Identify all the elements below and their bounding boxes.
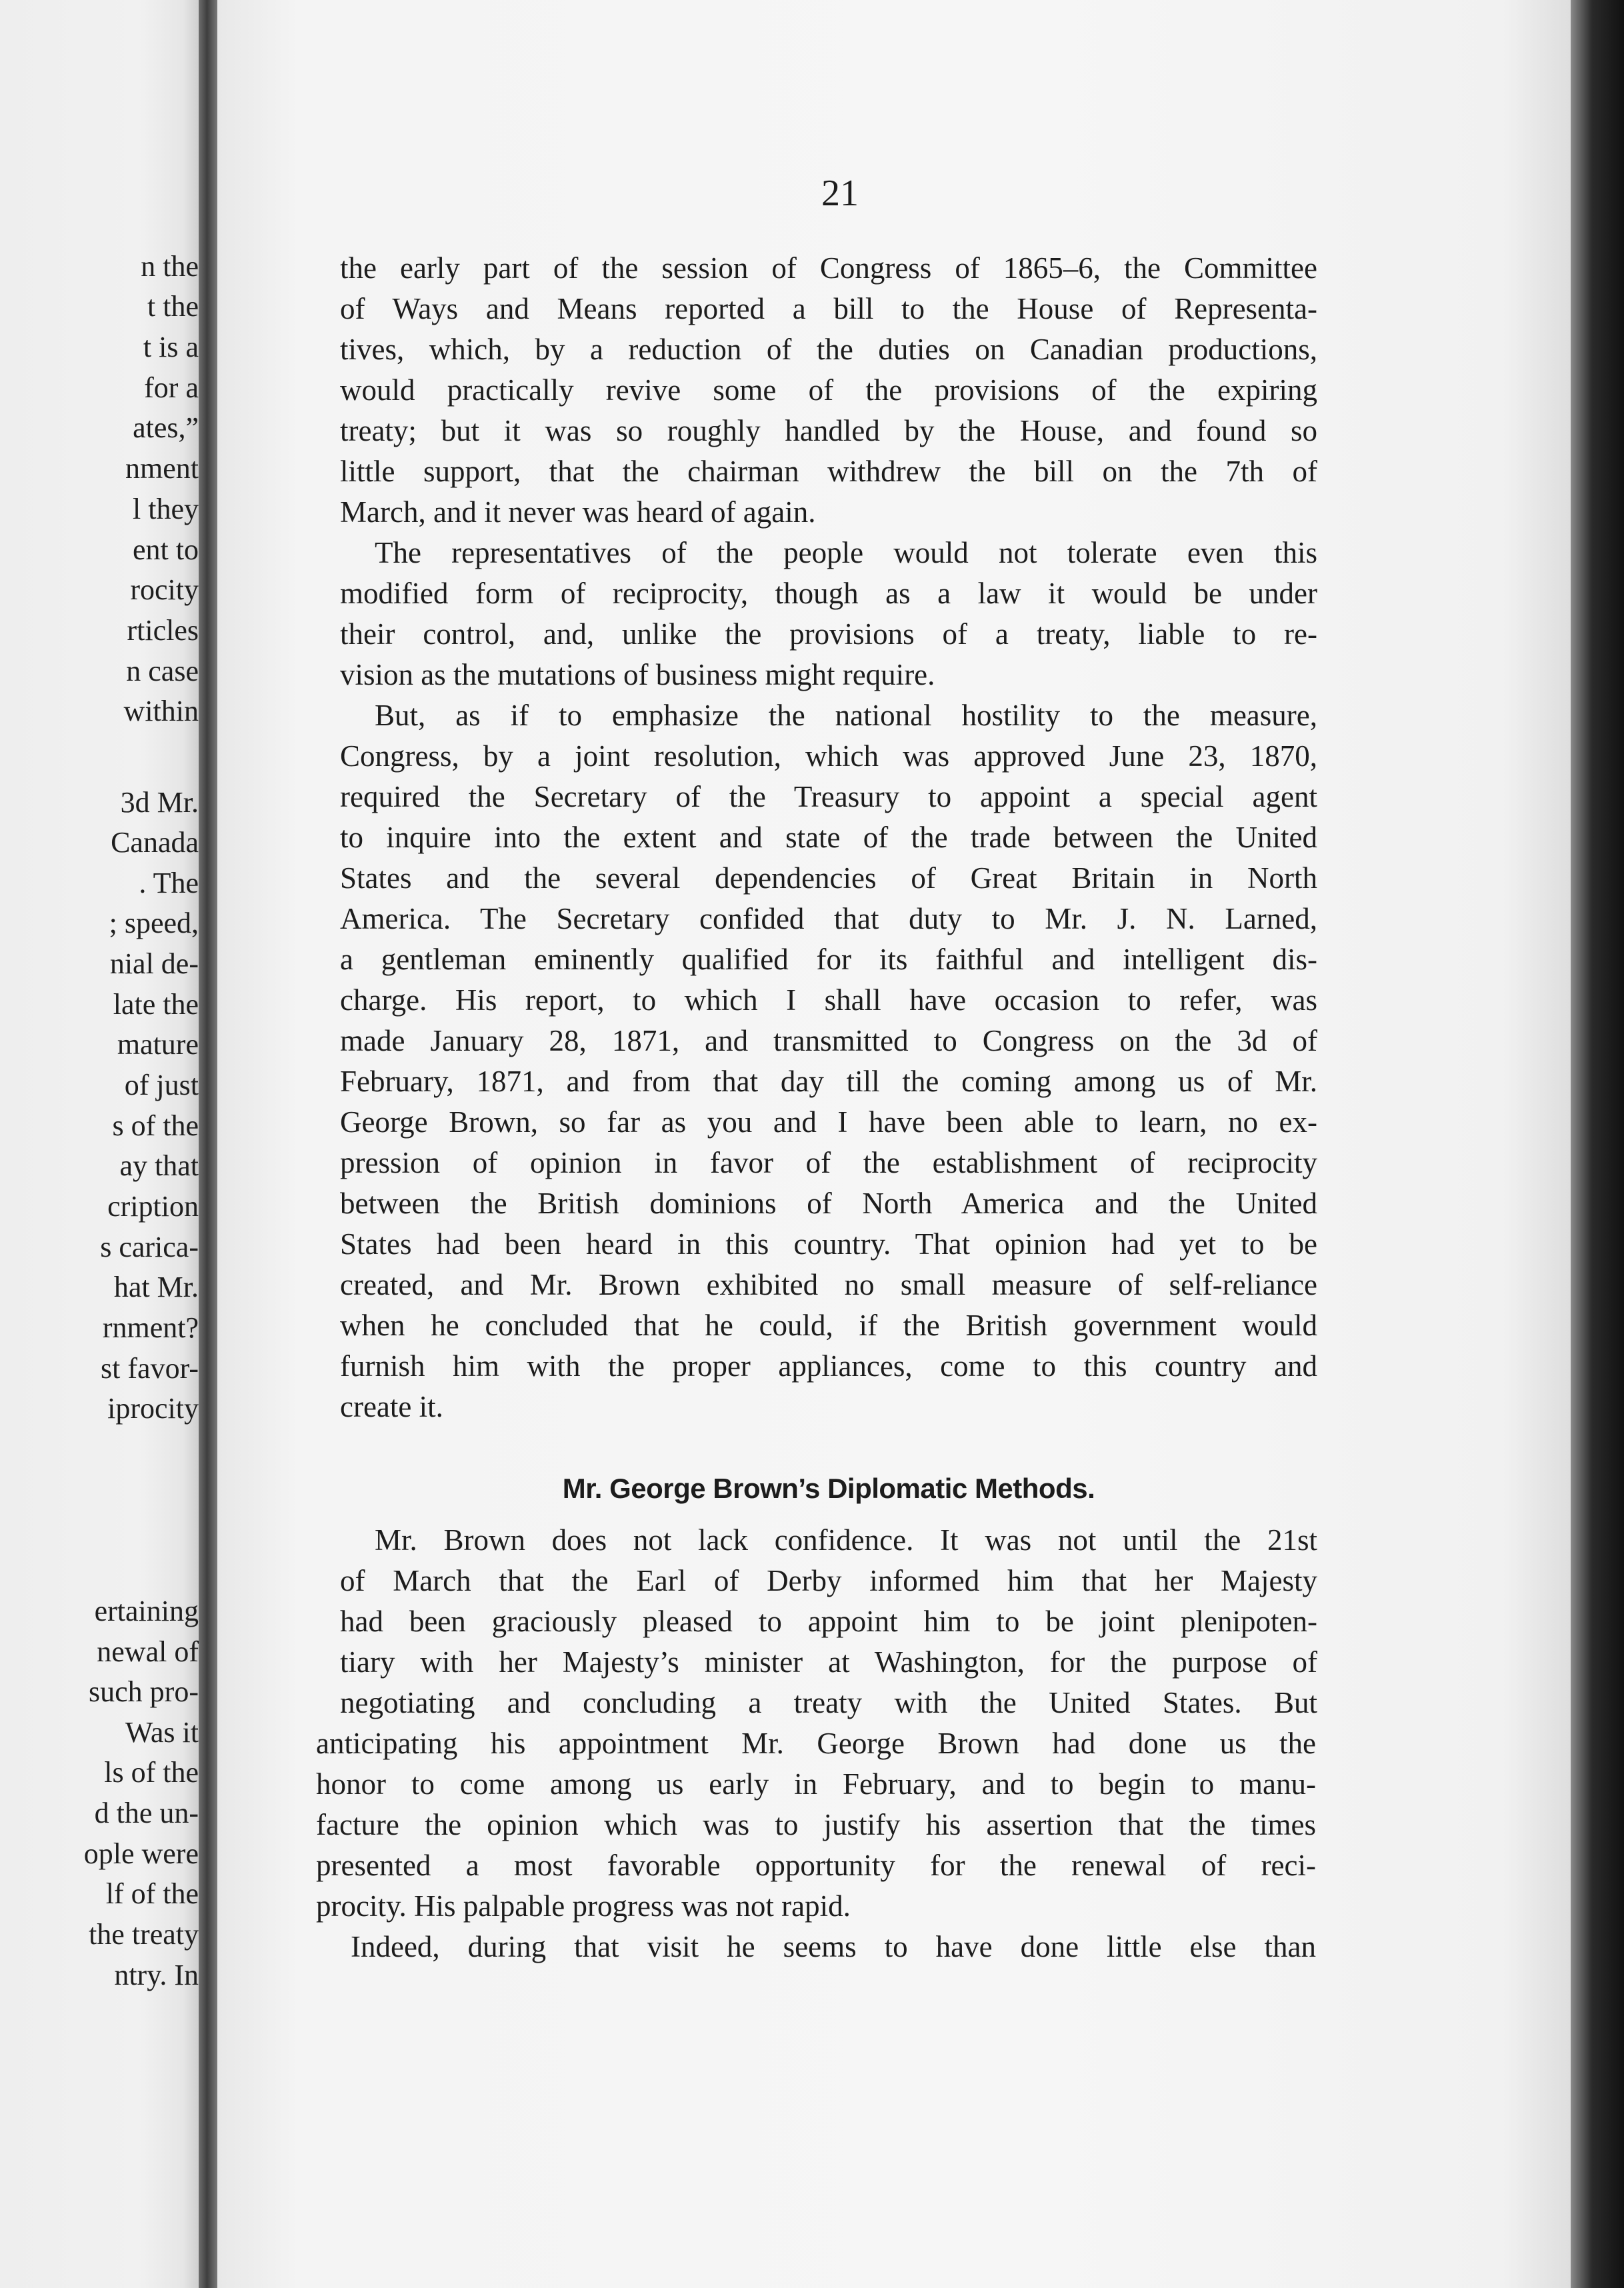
- left-fragment-line: Canada: [111, 826, 199, 859]
- text-line: would practically revive some of the provisions of the expiring: [340, 373, 1317, 407]
- left-fragment-line: t the: [147, 290, 199, 323]
- text-line: charge. His report, to which I shall have occasion to refer, was: [340, 983, 1317, 1017]
- left-fragment-line: ates,”: [133, 411, 199, 444]
- text-line: of Ways and Means reported a bill to the House of Representa-: [340, 292, 1317, 325]
- text-line: March, and it never was heard of again.: [340, 495, 816, 529]
- text-line: anticipating his appointment Mr. George Brown had done us the: [316, 1727, 1316, 1760]
- text-line: February, 1871, and from that day till the coming among us of Mr.: [340, 1065, 1317, 1098]
- left-fragment-line: mature: [117, 1028, 199, 1061]
- left-fragment-line: nial de-: [109, 947, 199, 980]
- text-line: Congress, by a joint resolution, which was approved June 23, 1870,: [340, 739, 1317, 773]
- text-line: States and the several dependencies of Great Britain in North: [340, 861, 1317, 895]
- left-fragment-line: t is a: [143, 331, 199, 363]
- text-line: their control, and, unlike the provisions of a treaty, liable to re-: [340, 617, 1317, 651]
- left-fragment-line: such pro-: [89, 1675, 199, 1708]
- text-line: required the Secretary of the Treasury to appoint a special agent: [340, 780, 1317, 813]
- left-fragment-line: rocity: [130, 573, 199, 606]
- text-line: between the British dominions of North America and the United: [340, 1187, 1317, 1220]
- left-fragment-line: 3d Mr.: [120, 786, 199, 819]
- left-fragment-line: st favor-: [101, 1352, 199, 1385]
- left-fragment-line: late the: [113, 988, 199, 1021]
- left-fragment-line: . The: [139, 867, 199, 899]
- left-fragment-line: within: [123, 695, 199, 727]
- text-line: But, as if to emphasize the national hostility to the measure,: [375, 699, 1317, 732]
- left-facing-page: [0, 0, 199, 2288]
- text-line: had been graciously pleased to appoint him to be joint plenipoten-: [340, 1605, 1317, 1638]
- left-fragment-line: s carica-: [100, 1231, 199, 1263]
- text-line: to inquire into the extent and state of the trade between the United: [340, 821, 1317, 854]
- left-fragment-line: ople were: [83, 1837, 199, 1870]
- left-fragment-line: ay that: [119, 1149, 199, 1182]
- text-line: Mr. Brown does not lack confidence. It was not until the 21st: [375, 1523, 1317, 1557]
- text-line: honor to come among us early in February, and to begin to manu-: [316, 1767, 1316, 1801]
- text-line: treaty; but it was so roughly handled by the House, and found so: [340, 414, 1317, 447]
- left-fragment-line: newal of: [97, 1635, 199, 1668]
- text-line: created, and Mr. Brown exhibited no small measure of self-reliance: [340, 1268, 1317, 1301]
- left-fragment-line: nment: [125, 452, 199, 485]
- text-line: pression of opinion in favor of the establishment of reciprocity: [340, 1146, 1317, 1179]
- text-line: modified form of reciprocity, though as a law it would be under: [340, 577, 1317, 610]
- text-line: States had been heard in this country. That opinion had yet to be: [340, 1227, 1317, 1261]
- left-fragment-line: d the un-: [94, 1797, 199, 1829]
- left-fragment-line: ls of the: [104, 1756, 199, 1789]
- page-edge-shadow: [1571, 0, 1624, 2288]
- text-line: a gentleman eminently qualified for its faithful and intelligent dis-: [340, 943, 1317, 976]
- left-fragment-line: lf of the: [105, 1877, 199, 1910]
- left-fragment-line: n case: [126, 655, 199, 687]
- left-fragment-line: for a: [144, 371, 199, 404]
- left-fragment-line: ntry. In: [114, 1959, 199, 1991]
- text-line: tives, which, by a reduction of the duties on Canadian productions,: [340, 333, 1317, 366]
- text-line: Indeed, during that visit he seems to have done little else than: [351, 1930, 1316, 1963]
- left-fragment-line: ertaining: [94, 1595, 199, 1627]
- left-fragment-line: the treaty: [89, 1918, 199, 1951]
- left-fragment-line: hat Mr.: [113, 1271, 199, 1303]
- text-line: when he concluded that he could, if the British government would: [340, 1309, 1317, 1342]
- text-line: vision as the mutations of business might require.: [340, 658, 935, 691]
- book-gutter: [199, 0, 217, 2288]
- left-fragment-line: l they: [133, 493, 199, 525]
- left-fragment-line: ; speed,: [109, 907, 199, 939]
- text-line: facture the opinion which was to justify his assertion that the times: [316, 1808, 1316, 1841]
- text-line: negotiating and concluding a treaty with the United States. But: [340, 1686, 1317, 1719]
- page-number: 21: [821, 173, 859, 214]
- text-line: George Brown, so far as you and I have been able to learn, no ex-: [340, 1105, 1317, 1139]
- text-line: create it.: [340, 1390, 443, 1423]
- left-fragment-line: n the: [141, 250, 199, 283]
- text-line: America. The Secretary confided that duty to Mr. J. N. Larned,: [340, 902, 1317, 935]
- left-fragment-line: ent to: [133, 533, 199, 566]
- text-line: tiary with her Majesty’s minister at Washington, for the purpose of: [340, 1645, 1317, 1679]
- left-fragment-line: rticles: [127, 614, 199, 647]
- text-line: made January 28, 1871, and transmitted to Congress on the 3d of: [340, 1024, 1317, 1057]
- left-fragment-line: iprocity: [107, 1392, 199, 1425]
- left-fragment-line: s of the: [112, 1109, 199, 1142]
- left-fragment-line: of just: [124, 1069, 199, 1101]
- text-line: little support, that the chairman withdrew the bill on the 7th of: [340, 455, 1317, 488]
- section-heading: Mr. George Brown’s Diplomatic Methods.: [562, 1473, 1095, 1504]
- left-fragment-line: Was it: [125, 1716, 199, 1749]
- left-fragment-line: cription: [107, 1190, 199, 1223]
- text-line: procity. His palpable progress was not rapid.: [316, 1889, 851, 1923]
- text-line: presented a most favorable opportunity for the renewal of reci-: [316, 1849, 1316, 1882]
- text-line: of March that the Earl of Derby informed him that her Majesty: [340, 1564, 1317, 1597]
- text-line: furnish him with the proper appliances, come to this country and: [340, 1349, 1317, 1383]
- left-fragment-line: rnment?: [102, 1311, 199, 1344]
- text-line: the early part of the session of Congress of 1865–6, the Committee: [340, 251, 1317, 285]
- text-line: The representatives of the people would not tolerate even this: [375, 536, 1317, 569]
